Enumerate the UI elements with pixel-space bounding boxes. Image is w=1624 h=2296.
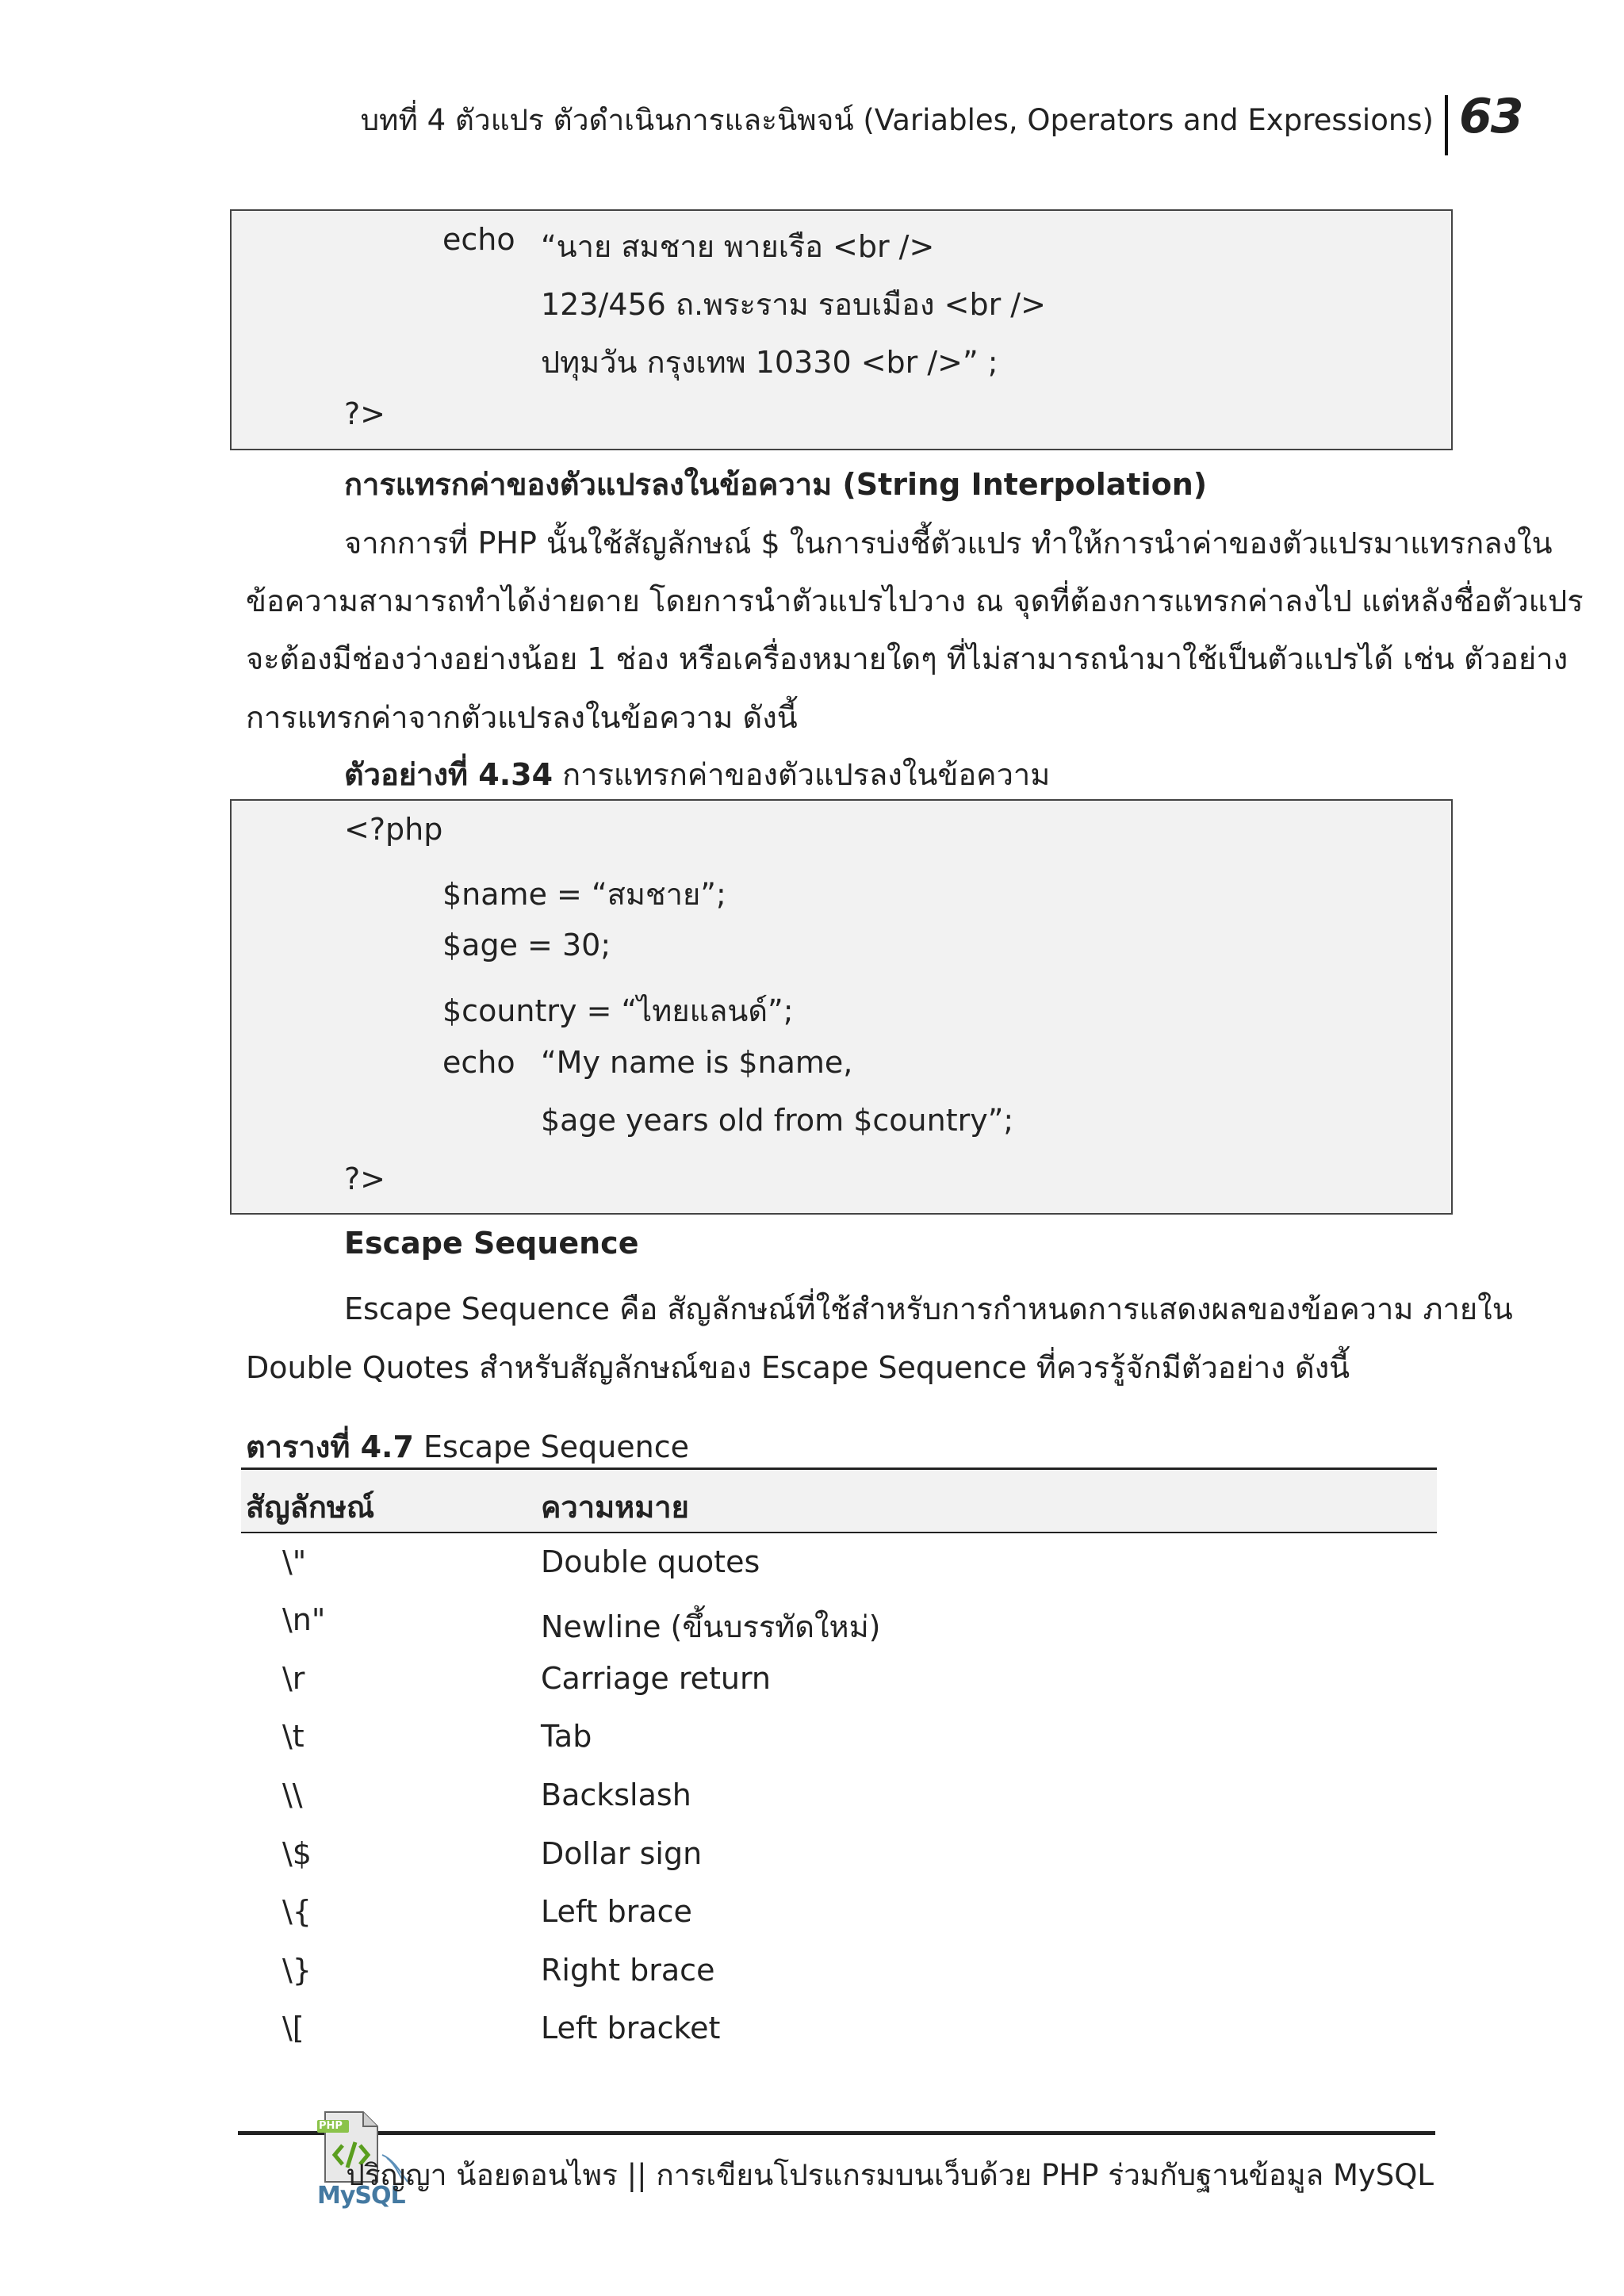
section-heading-escape: Escape Sequence <box>344 1226 639 1261</box>
code2-echo: echo <box>442 1045 515 1080</box>
section-heading-interpolation: การแทรกค่าของตัวแปรลงในข้อความ (String Interpolation) <box>344 467 1208 502</box>
code2-line-country: $country = “ไทยแลนด์”; <box>442 993 794 1028</box>
table-caption-label: ตารางที่ 4.7 <box>246 1429 414 1464</box>
code2-echo-line-1: “My name is $name, <box>541 1045 853 1080</box>
code1-line-1: “นาย สมชาย พายเรือ <br /> <box>541 229 935 264</box>
table-header-rule <box>241 1532 1437 1533</box>
page-number: 63 <box>1459 89 1522 144</box>
logo-php-badge: PHP <box>319 2120 343 2132</box>
table-top-rule <box>241 1468 1437 1470</box>
table-cell-meaning: Dollar sign <box>541 1836 703 1871</box>
table-cell-meaning: Tab <box>541 1719 592 1754</box>
table-cell-symbol: \t <box>282 1719 304 1754</box>
table-cell-meaning: Newline (ขึ้นบรรทัดใหม่) <box>541 1609 881 1644</box>
table-cell-symbol: \" <box>282 1544 307 1579</box>
table-caption <box>246 1422 689 1471</box>
table-cell-symbol: \{ <box>282 1894 312 1929</box>
table-cell-symbol: \$ <box>282 1836 312 1871</box>
logo-mysql-text: MySQL <box>317 2182 405 2210</box>
paragraph-line-3: จะต้องมีช่องว่างอย่างน้อย 1 ช่อง หรือเครื่องหมายใดๆ ที่ไม่สามารถนำมาใช้เป็นตัวแปรได้ เช่น ตัวอย่าง <box>246 641 1568 676</box>
table-cell-meaning: Right brace <box>541 1953 715 1988</box>
code1-line-2: 123/456 ถ.พระราม รอบเมือง <br /> <box>541 287 1046 322</box>
code2-open-tag: <?php <box>344 812 443 847</box>
table-cell-meaning: Double quotes <box>541 1544 760 1579</box>
table-header-meaning: ความหมาย <box>541 1490 689 1525</box>
code1-close-tag: ?> <box>344 396 386 431</box>
code1-echo: echo <box>442 222 515 257</box>
table-cell-meaning: Carriage return <box>541 1661 772 1696</box>
table-cell-meaning: Left bracket <box>541 2011 721 2045</box>
escape-paragraph-line-2: Double Quotes สำหรับสัญลักษณ์ของ Escape Sequence ที่ควรรู้จักมีตัวอย่าง ดังนี้ <box>246 1350 1350 1385</box>
code1-line-3: ปทุมวัน กรุงเทพ 10330 <br />” ; <box>541 345 998 380</box>
code2-line-age: $age = 30; <box>442 928 611 962</box>
table-cell-symbol: \\ <box>282 1777 303 1812</box>
table-cell-symbol: \} <box>282 1953 312 1988</box>
table-cell-symbol: \r <box>282 1661 305 1696</box>
code2-echo-line-2: $age years old from $country”; <box>541 1103 1014 1138</box>
paragraph-line-1: จากการที่ PHP นั้นใช้สัญลักษณ์ $ ในการบ่งชี้ตัวแปร ทำให้การนำค่าของตัวแปรมาแทรกลงใน <box>344 526 1553 561</box>
paragraph-line-4: การแทรกค่าจากตัวแปรลงในข้อความ ดังนี้ <box>246 700 798 735</box>
table-header-bg <box>241 1468 1437 1532</box>
footer-text: ปริญญา น้อยดอนไพร || การเขียนโปรแกรมบนเว็บด้วย PHP ร่วมกับฐานข้อมูล MySQL <box>346 2158 1434 2192</box>
paragraph-line-2: ข้อความสามารถทำได้ง่ายดาย โดยการนำตัวแปรไปวาง ณ จุดที่ต้องการแทรกค่าลงไป แต่หลังชื่อตัวแปร <box>246 584 1584 618</box>
table-header-symbol: สัญลักษณ์ <box>246 1490 375 1525</box>
example-text: การแทรกค่าของตัวแปรลงในข้อความ <box>562 757 1051 792</box>
table-cell-meaning: Backslash <box>541 1777 691 1812</box>
code2-line-name: $name = “สมชาย”; <box>442 877 726 912</box>
table-cell-meaning: Left brace <box>541 1894 692 1929</box>
escape-paragraph-line-1: Escape Sequence คือ สัญลักษณ์ที่ใช้สำหรับการกำหนดการแสดงผลของข้อความ ภายใน <box>344 1292 1513 1326</box>
example-caption <box>344 750 1050 798</box>
header-divider <box>1445 95 1448 155</box>
table-cell-symbol: \[ <box>282 2011 304 2045</box>
code2-close-tag: ?> <box>344 1161 386 1196</box>
code-box-2 <box>230 799 1453 1215</box>
example-label: ตัวอย่างที่ 4.34 <box>344 757 553 792</box>
running-header: บทที่ 4 ตัวแปร ตัวดำเนินการและนิพจน์ (Variables, Operators and Expressions) <box>360 103 1434 137</box>
table-caption-text: Escape Sequence <box>423 1429 690 1464</box>
table-cell-symbol: \n" <box>282 1602 326 1637</box>
